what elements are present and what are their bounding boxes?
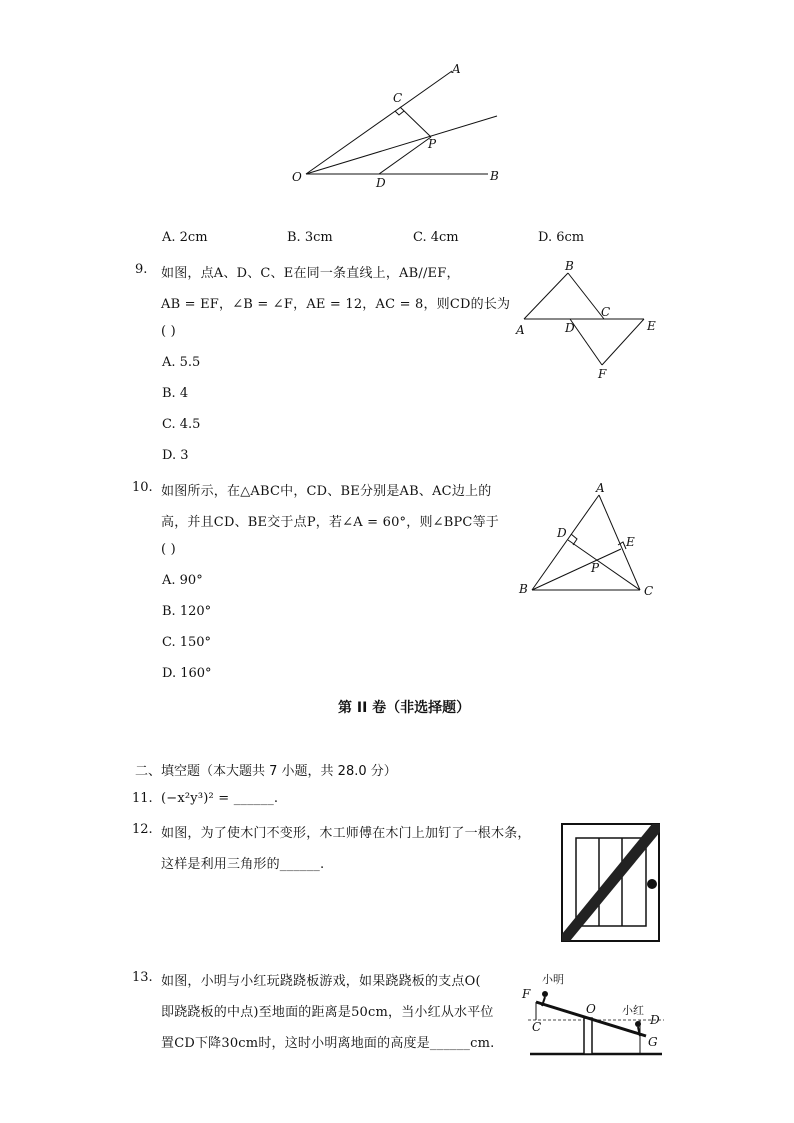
q9-label-E: E — [647, 319, 656, 333]
q10-label-E: E — [626, 535, 635, 549]
q13-label-D: D — [650, 1013, 660, 1027]
q12-number: 12. — [132, 822, 153, 837]
q9-label-D: D — [565, 321, 575, 335]
q11-text: (−x²y³)² = ______. — [161, 791, 279, 806]
q9-option-c: C. 4.5 — [162, 417, 201, 432]
section2-heading: 二、填空题（本大题共 7 小题，共 28.0 分） — [135, 764, 397, 779]
q10-triangle-figure — [510, 478, 670, 603]
q9-number: 9. — [135, 262, 148, 277]
q9-text-line1: 如图，点A、D、C、E在同一条直线上，AB//EF， — [161, 266, 460, 281]
q10-label-A: A — [596, 481, 605, 495]
q10-text-line1: 如图所示，在△ABC中，CD、BE分别是AB、AC边上的 — [161, 484, 492, 499]
q13-label-G: G — [648, 1035, 658, 1049]
q13-label-F: F — [522, 987, 531, 1001]
q13-text-line3: 置CD下降30cm时，这时小明离地面的高度是______cm. — [161, 1036, 495, 1051]
q9-option-d: D. 3 — [162, 448, 189, 463]
q13-label-O: O — [586, 1002, 596, 1016]
q9-label-B: B — [565, 259, 574, 273]
q13-text-line1: 如图，小明与小红玩跷跷板游戏，如果跷跷板的支点O( — [161, 974, 481, 989]
q10-label-B: B — [519, 582, 528, 596]
q9-label-C: C — [601, 305, 611, 319]
part2-title: 第 II 卷（非选择题） — [338, 700, 471, 716]
q10-option-b: B. 120° — [162, 604, 212, 619]
q9-label-A: A — [516, 323, 525, 337]
label-O: O — [292, 170, 302, 184]
q9-option-a: A. 5.5 — [162, 355, 201, 370]
q9-triangles-figure — [510, 255, 670, 385]
q8-option-b: B. 3cm — [287, 230, 333, 245]
q10-label-D: D — [557, 526, 567, 540]
q13-number: 13. — [132, 970, 153, 985]
q9-label-F: F — [598, 367, 607, 381]
q9-text-line2: AB = EF，∠B = ∠F，AE = 12，AC = 8，则CD的长为 — [161, 297, 511, 312]
q10-option-c: C. 150° — [162, 635, 212, 650]
q10-paren: ( ) — [161, 542, 176, 557]
angle-bisector-figure — [280, 55, 510, 195]
q12-text-line1: 如图，为了使木门不变形，木工师傅在木门上加钉了一根木条， — [161, 826, 531, 841]
q11-number: 11. — [132, 791, 153, 806]
q13-label-xiaoming: 小明 — [542, 973, 564, 986]
q9-paren: ( ) — [161, 324, 176, 339]
q8-option-a: A. 2cm — [162, 230, 208, 245]
q8-option-c: C. 4cm — [413, 230, 459, 245]
q13-label-xiaohong: 小红 — [622, 1004, 644, 1017]
wooden-door-figure — [560, 822, 662, 944]
label-P: P — [428, 137, 437, 151]
q10-option-a: A. 90° — [162, 573, 203, 588]
label-A: A — [452, 62, 461, 76]
q10-option-d: D. 160° — [162, 666, 212, 681]
q10-label-P: P — [591, 561, 600, 575]
seesaw-figure — [518, 968, 668, 1060]
q12-text-line2: 这样是利用三角形的______. — [161, 857, 325, 872]
label-C: C — [393, 91, 403, 105]
label-B: B — [490, 169, 499, 183]
label-D: D — [376, 176, 386, 190]
q13-text-line2: 即跷跷板的中点)至地面的距离是50cm，当小红从水平位 — [161, 1005, 494, 1020]
q10-number: 10. — [132, 480, 153, 495]
q10-text-line2: 高，并且CD、BE交于点P，若∠A = 60°，则∠BPC等于 — [161, 515, 499, 530]
q13-label-C: C — [532, 1020, 542, 1034]
q9-option-b: B. 4 — [162, 386, 189, 401]
q8-option-d: D. 6cm — [538, 230, 585, 245]
q10-label-C: C — [644, 584, 654, 598]
